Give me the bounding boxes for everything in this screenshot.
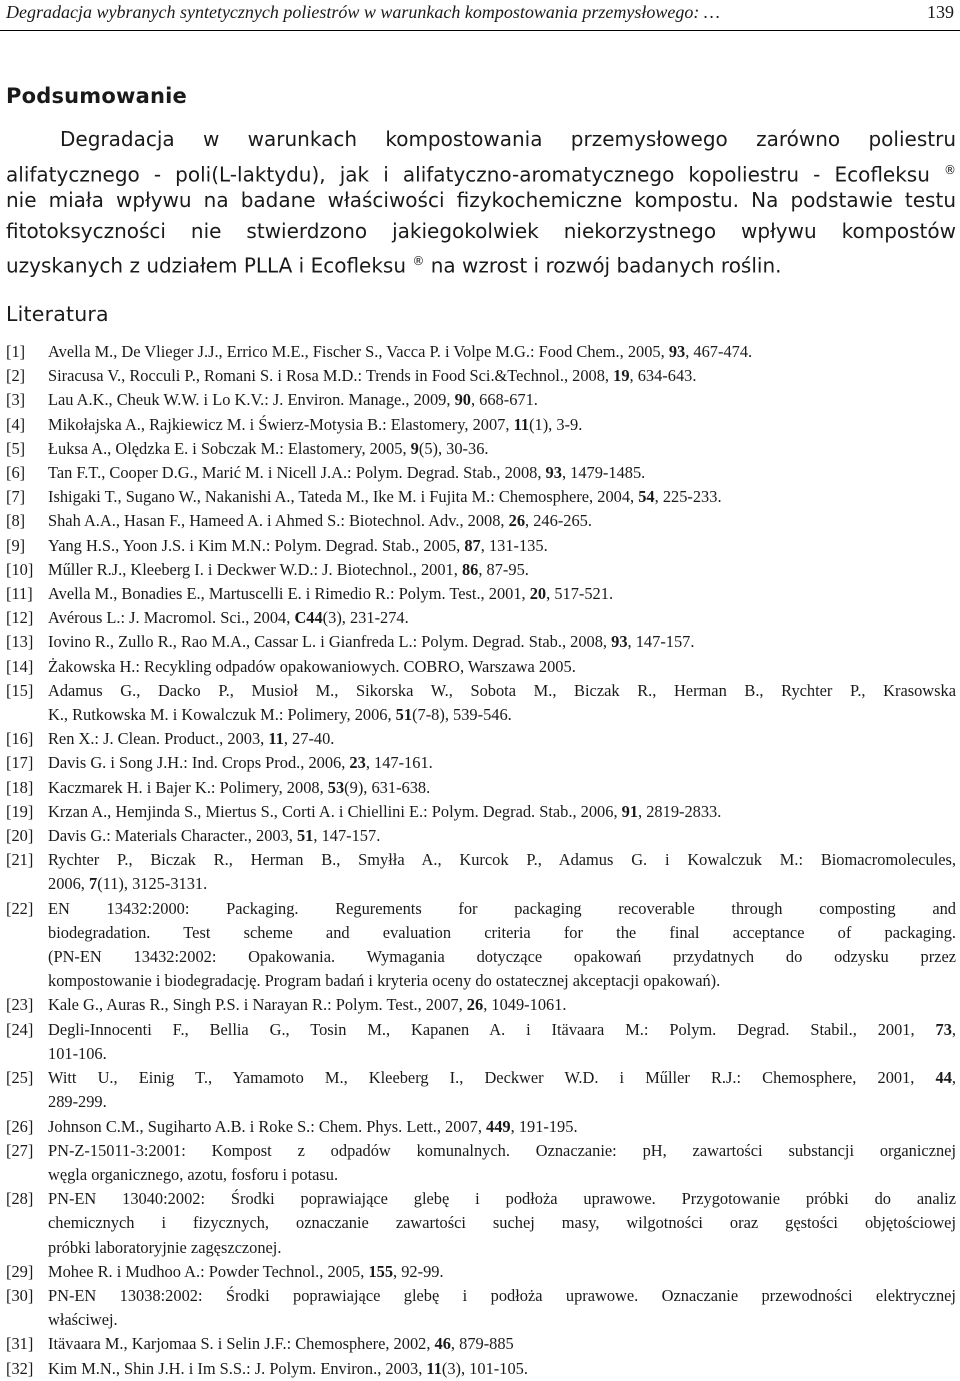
reference-text: Łuksa A., Olędzka E. i Sobczak M.: Elastomery, 2005, 9(5), 30-36.	[48, 438, 489, 458]
reference-item	[0, 630, 960, 654]
summary-line: uzyskanych z udziałem PLLA i Ecofleksu ® na wzrost i rozwój badanych roślin.	[6, 253, 782, 278]
reference-text: Witt U., Einig T., Yamamoto M., Kleeberg I., Deckwer W.D. i Műller R.J.: Chemosphere, 2001, 44, 289-299.	[48, 1068, 956, 1112]
reference-item	[0, 776, 960, 800]
reference-item	[0, 606, 960, 630]
reference-item	[0, 1115, 960, 1139]
reference-item	[0, 340, 960, 364]
reference-number: [11]	[6, 584, 33, 604]
reference-number: [20]	[6, 826, 34, 846]
summary-line: Degradacja w warunkach kompostowania przemysłowego zarówno poliestru	[60, 127, 956, 151]
reference-text: Avella M., De Vlieger J.J., Errico M.E., Fischer S., Vacca P. i Volpe M.G.: Food Chem., 2005, 93, 467-474.	[48, 342, 753, 361]
reference-text: Lau A.K., Cheuk W.W. i Lo K.V.: J. Environ. Manage., 2009, 90, 668-671.	[48, 390, 538, 410]
reference-item	[0, 1018, 960, 1066]
reference-text: Żakowska H.: Recykling odpadów opakowaniowych. COBRO, Warszawa 2005.	[48, 656, 576, 676]
reference-text: EN 13432:2000: Packaging. Regurements for packaging recoverable through composting and biodegradation. Test scheme and evaluation criteria for the final acceptance of packaging. (PN-EN 13432:2002: Opakowania. Wymagania dotyczące opakowań przydatnych do odzysku przez kompostowanie i biodegradację. Program badań i kryteria oceny do ostatecznej akceptacji opakowań).	[48, 898, 956, 991]
reference-text: PN-Z-15011-3:2001: Kompost z odpadów komunalnych. Oznaczanie: pH, zawartości substancji organicznej węgla organicznego, azotu, fosforu i potasu.	[48, 1140, 956, 1184]
reference-text: Kale G., Auras R., Singh P.S. i Narayan R.: Polym. Test., 2007, 26, 1049-1061.	[48, 995, 567, 1015]
reference-text: Kaczmarek H. i Bajer K.: Polimery, 2008, 53(9), 631-638.	[48, 777, 431, 797]
reference-item	[0, 558, 960, 582]
reference-text: Mikołajska A., Rajkiewicz M. i Świerz-Motysia B.: Elastomery, 2007, 11(1), 3-9.	[48, 414, 583, 434]
reference-number: [18]	[6, 777, 34, 797]
reference-item	[0, 388, 960, 412]
reference-text: Mohee R. i Mudhoo A.: Powder Technol., 2005, 155, 92-99.	[48, 1261, 444, 1281]
reference-number: [2]	[6, 366, 26, 386]
summary-paragraph	[6, 124, 956, 277]
reference-text: Műller R.J., Kleeberg I. i Deckwer W.D.: J. Biotechnol., 2001, 86, 87-95.	[48, 559, 529, 579]
reference-number: [30]	[6, 1285, 34, 1305]
reference-text: Avella M., Bonadies E., Martuscelli E. i Rimedio R.: Polym. Test., 2001, 20, 517-521.	[48, 584, 614, 604]
reference-number: [29]	[6, 1261, 34, 1281]
reference-item	[0, 1187, 960, 1260]
reference-text: PN-EN 13038:2002: Środki poprawiające glebę i podłoża uprawowe. Oznaczanie przewodności elektrycznej właściwej.	[48, 1285, 956, 1330]
reference-text: Itävaara M., Karjomaa S. i Selin J.F.: Chemosphere, 2002, 46, 879-885	[48, 1334, 514, 1354]
reference-number: [5]	[6, 438, 26, 458]
reference-item	[0, 1260, 960, 1284]
reference-text: Degli-Innocenti F., Bellia G., Tosin M., Kapanen A. i Itävaara M.: Polym. Degrad. Stabil., 2001, 73, 101-106.	[48, 1019, 956, 1063]
reference-item	[0, 1284, 960, 1332]
reference-text: PN-EN 13040:2002: Środki poprawiające glebę i podłoża uprawowe. Przygotowanie próbki do analiz chemicznych i fizycznych, oznaczanie zawartości suchej masy, wilgotności oraz gęstości objętościowej próbki laboratoryjnie zagęszczonej.	[48, 1189, 956, 1257]
reference-text: Tan F.T., Cooper D.G., Marić M. i Nicell J.A.: Polym. Degrad. Stab., 2008, 93, 1479-1485.	[48, 463, 646, 483]
reference-number: [27]	[6, 1140, 34, 1160]
reference-number: [8]	[6, 511, 26, 531]
reference-number: [13]	[6, 632, 34, 652]
reference-text: Shah A.A., Hasan F., Hameed A. i Ahmed S.: Biotechnol. Adv., 2008, 26, 246-265.	[48, 511, 592, 531]
reference-text: Siracusa V., Rocculi P., Romani S. i Rosa M.D.: Trends in Food Sci.&Technol., 2008, 19, 634-643.	[48, 366, 697, 386]
reference-text: Iovino R., Zullo R., Rao M.A., Cassar L. i Gianfreda L.: Polym. Degrad. Stab., 2008, 93, 147-157.	[48, 632, 695, 652]
reference-number: [3]	[6, 390, 26, 410]
reference-item	[0, 1332, 960, 1356]
reference-text: Yang H.S., Yoon J.S. i Kim M.N.: Polym. Degrad. Stab., 2005, 87, 131-135.	[48, 535, 548, 555]
reference-number: [4]	[6, 414, 26, 434]
reference-number: [21]	[6, 850, 34, 870]
reference-number: [16]	[6, 729, 34, 749]
reference-number: [31]	[6, 1334, 34, 1354]
reference-number: [17]	[6, 753, 34, 773]
reference-text: Davis G.: Materials Character., 2003, 51, 147-157.	[48, 826, 381, 846]
summary-heading: Podsumowanie	[6, 84, 187, 108]
reference-text: Avérous L.: J. Macromol. Sci., 2004, C44(3), 231-274.	[48, 608, 409, 628]
reference-item	[0, 509, 960, 533]
reference-item	[0, 897, 960, 994]
reference-list	[0, 340, 960, 1381]
reference-item	[0, 727, 960, 751]
reference-number: [24]	[6, 1019, 34, 1039]
reference-number: [12]	[6, 608, 34, 628]
reference-text: Krzan A., Hemjinda S., Miertus S., Corti A. i Chiellini E.: Polym. Degrad. Stab., 2006, 91, 2819-2833.	[48, 801, 722, 821]
reference-item	[0, 824, 960, 848]
reference-number: [25]	[6, 1068, 34, 1088]
reference-item	[0, 1357, 960, 1381]
reference-item	[0, 485, 960, 509]
registered-mark: ®	[944, 162, 957, 177]
reference-item	[0, 751, 960, 775]
reference-number: [10]	[6, 559, 34, 579]
reference-item	[0, 413, 960, 437]
reference-item	[0, 848, 960, 896]
reference-number: [22]	[6, 898, 34, 918]
reference-item	[0, 437, 960, 461]
reference-text: Kim M.N., Shin J.H. i Im S.S.: J. Polym. Environ., 2003, 11(3), 101-105.	[48, 1358, 528, 1378]
registered-mark: ®	[412, 254, 425, 268]
reference-item	[0, 461, 960, 485]
references-heading: Literatura	[6, 302, 109, 326]
reference-text: Johnson C.M., Sugiharto A.B. i Roke S.: Chem. Phys. Lett., 2007, 449, 191-195.	[48, 1116, 578, 1136]
reference-item	[0, 679, 960, 727]
reference-text: Ishigaki T., Sugano W., Nakanishi A., Tateda M., Ike M. i Fujita M.: Chemosphere, 2004, 54, 225-233.	[48, 487, 722, 507]
reference-text: Ren X.: J. Clean. Product., 2003, 11, 27-40.	[48, 729, 335, 749]
reference-item	[0, 800, 960, 824]
reference-number: [9]	[6, 535, 26, 555]
reference-text: Adamus G., Dacko P., Musioł M., Sikorska W., Sobota M., Biczak R., Herman B., Rychter P., Krasowska K., Rutkowska M. i Kowalczuk M.: Polimery, 2006, 51(7-8), 539-546.	[48, 680, 956, 725]
summary-line: alifatycznego - poli(L-laktydu), jak i alifatyczno-aromatycznego kopoliestru - Ecofleksu ®	[6, 162, 957, 187]
reference-number: [23]	[6, 995, 34, 1015]
reference-text: Davis G. i Song J.H.: Ind. Crops Prod., 2006, 23, 147-161.	[48, 753, 433, 773]
reference-item	[0, 582, 960, 606]
reference-text: Rychter P., Biczak R., Herman B., Smyłła A., Kurcok P., Adamus G. i Kowalczuk M.: Biomacromolecules, 2006, 7(11), 3125-3131.	[48, 850, 956, 894]
reference-number: [1]	[6, 342, 26, 361]
reference-item	[0, 364, 960, 388]
reference-number: [28]	[6, 1189, 34, 1209]
reference-number: [14]	[6, 656, 34, 676]
reference-number: [26]	[6, 1116, 34, 1136]
page-number: 139	[927, 2, 954, 22]
reference-item	[0, 1139, 960, 1187]
reference-number: [7]	[6, 487, 26, 507]
reference-item	[0, 1066, 960, 1114]
reference-item	[0, 534, 960, 558]
running-title: Degradacja wybranych syntetycznych poliestrów w warunkach kompostowania przemysłowego: …	[6, 2, 720, 22]
reference-item	[0, 655, 960, 679]
summary-line: fitotoksyczności nie stwierdzono jakiegokolwiek niekorzystnego wpływu kompostów	[6, 218, 956, 243]
reference-number: [32]	[6, 1358, 34, 1378]
reference-number: [6]	[6, 463, 26, 483]
reference-item	[0, 993, 960, 1017]
reference-number: [19]	[6, 801, 34, 821]
reference-number: [15]	[6, 680, 34, 700]
page-header	[0, 0, 960, 31]
summary-line: nie miała wpływu na badane właściwości fizykochemiczne kompostu. Na podstawie testu	[6, 188, 956, 212]
